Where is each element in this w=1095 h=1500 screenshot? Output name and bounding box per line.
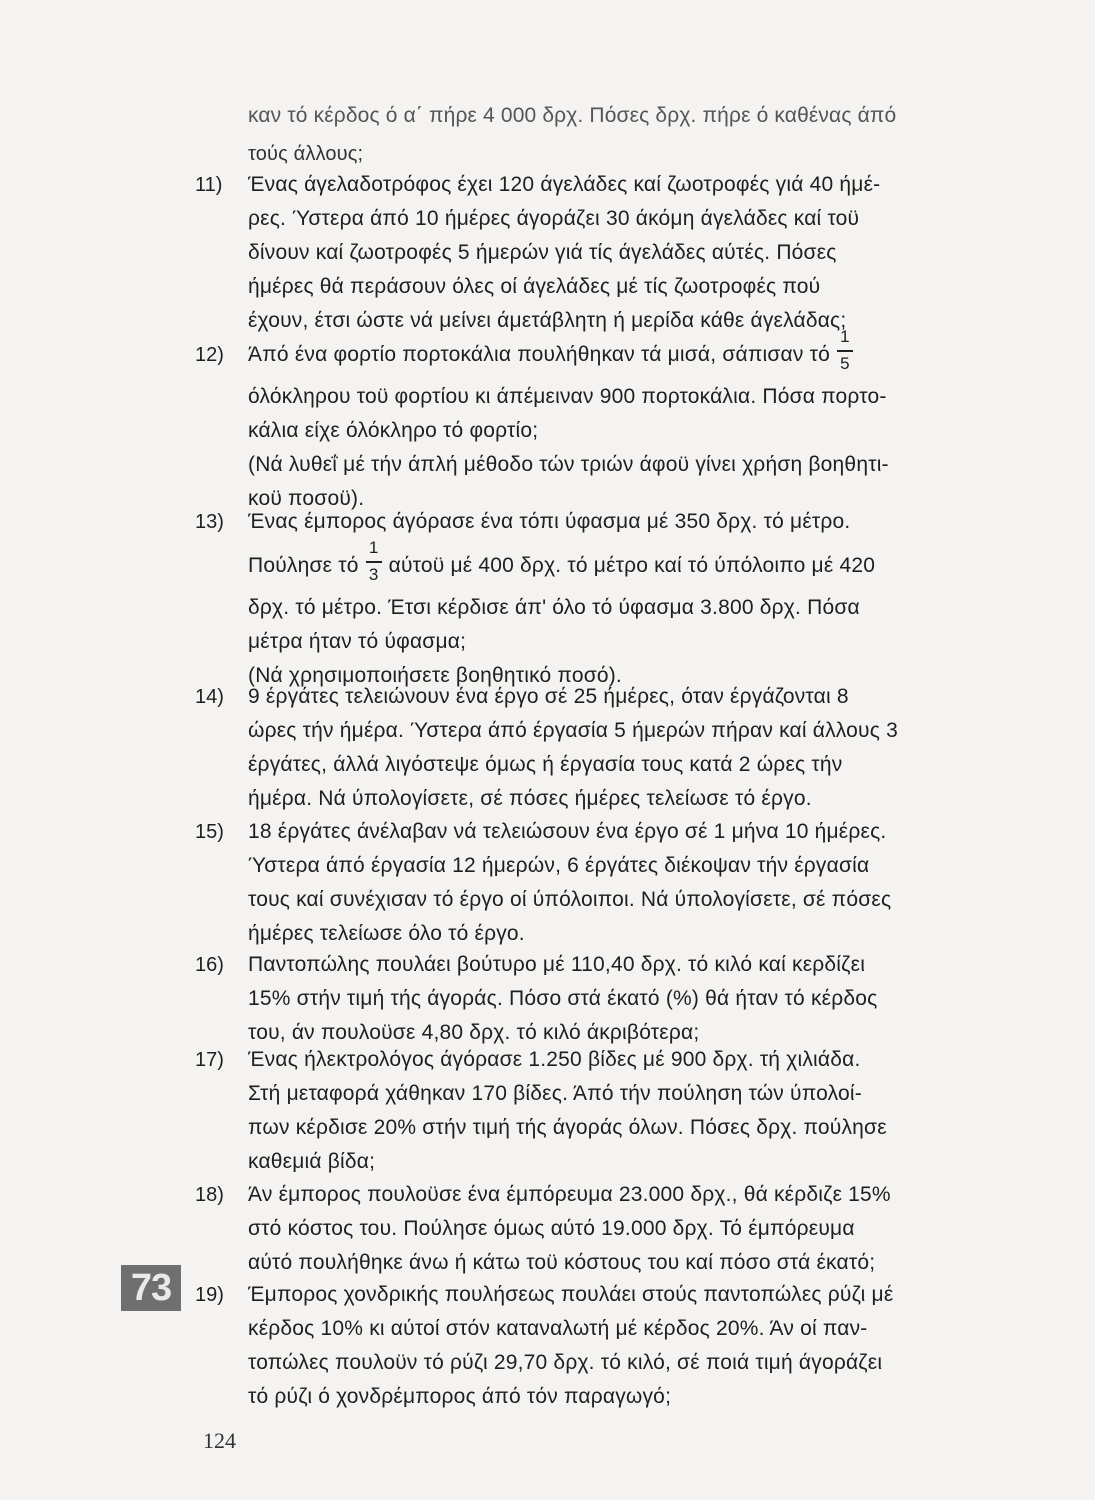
text-line: κέρδος 10% κι αύτοί στόν καταναλωτή μέ κέρδος 20%. Άν οί παν- [248, 1317, 868, 1340]
fraction-bar [837, 350, 853, 352]
text-line: στό κόστος του. Πούλησε όμως αύτό 19.000 δρχ. Τό έμπόρευμα [248, 1217, 855, 1240]
problem-number: 11) [195, 174, 223, 196]
problem-number: 19) [195, 1284, 224, 1306]
chapter-badge: 73 [121, 1265, 181, 1311]
text-line: ρες. Ύστερα άπό 10 ήμέρες άγοράζει 30 άκόμη άγελάδες καί τοϋ [248, 207, 860, 230]
text-line: όλόκληρου τοϋ φορτίου κι άπέμειναν 900 πορτοκάλια. Πόσα πορτο- [248, 385, 887, 408]
line-text: Πούλησε τό [248, 554, 359, 577]
text-line: δίνουν καί ζωοτροφές 5 ήμερών γιά τίς άγελάδες αύτές. Πόσες [248, 241, 837, 264]
text-line: ώρες τήν ήμέρα. Ύστερα άπό έργασία 5 ήμερών πήραν καί άλλους 3 [248, 719, 898, 742]
problem-text [248, 1278, 1070, 1414]
problem-number: 17) [195, 1049, 224, 1071]
text-line: καθεμιά βίδα; [248, 1150, 376, 1173]
text-line: Ύστερα άπό έργασία 12 ήμερών, 6 έργάτες διέκοψαν τήν έργασία [248, 854, 870, 877]
text-line: του, άν πουλοϋσε 4,80 δρχ. τό κιλό άκριβότερα; [248, 1021, 700, 1044]
page-number: 124 [203, 1428, 236, 1453]
text-line: Ένας άγελαδοτρόφος έχει 120 άγελάδες καί ζωοτροφές γιά 40 ήμέ- [248, 173, 881, 196]
problem-text [248, 815, 1070, 951]
problem-text [248, 680, 1070, 816]
text-line: (Νά χρησιμοποιήσετε βοηθητικό ποσό). [248, 664, 622, 687]
fraction-denominator: 3 [368, 565, 379, 584]
text-line: έχουν, έτσι ώστε νά μείνει άμετάβλητη ή μερίδα κάθε άγελάδας; [248, 309, 847, 332]
fraction-one-fifth [836, 327, 854, 373]
text-line: πων κέρδισε 20% στήν τιμή τής άγοράς όλων. Πόσες δρχ. πούλησε [248, 1116, 887, 1139]
text-line: 15% στήν τιμή τής άγοράς. Πόσο στά έκατό (%) θά ήταν τό κέρδος [248, 987, 878, 1010]
line-text: αύτοϋ μέ 400 δρχ. τό μέτρο καί τό ύπόλοιπο μέ 420 [388, 554, 876, 577]
text-line: Παντοπώλης πουλάει βούτυρο μέ 110,40 δρχ. τό κιλό καί κερδίζει [248, 953, 866, 976]
fraction-one-third [365, 538, 383, 584]
text-line: 18 έργάτες άνέλαβαν νά τελειώσουν ένα έργο σέ 1 μήνα 10 ήμέρες. [248, 820, 887, 843]
problem-text [248, 948, 1070, 1050]
problem-number: 15) [195, 821, 224, 843]
fraction-numerator: 1 [840, 327, 850, 346]
text-line: ήμέρα. Νά ύπολογίσετε, σέ πόσες ήμέρες τελείωσε τό έργο. [248, 787, 812, 810]
text-line: ήμέρες τελείωσε όλο τό έργο. [248, 922, 525, 945]
text-line: (Νά λυθεΐ μέ τήν άπλή μέθοδο τών τριών άφοϋ γίνει χρήση βοηθητι- [248, 453, 889, 476]
problem-number: 13) [195, 511, 224, 533]
text-line: κάλια είχε όλόκληρο τό φορτίο; [248, 419, 539, 442]
text-line: δρχ. τό μέτρο. Έτσι κέρδισε άπ' όλο τό ύφασμα 3.800 δρχ. Πόσα [248, 596, 860, 619]
fraction-denominator: 5 [840, 354, 850, 373]
text-line [248, 327, 1070, 373]
problem-number: 18) [195, 1184, 224, 1206]
text-line: τοπώλες πουλοϋν τό ρύζι 29,70 δρχ. τό κιλό, σέ ποιά τιμή άγοράζει [248, 1351, 883, 1374]
text-line: Έμπορος χονδρικής πουλήσεως πουλάει στούς παντοπώλες ρύζι μέ [248, 1283, 894, 1306]
line-text: Άπό ένα φορτίο πορτοκάλια πουλήθηκαν τά μισά, σάπισαν τό [248, 343, 830, 366]
problem-text [248, 1043, 1070, 1179]
text-line [248, 538, 1070, 584]
text-line: 9 έργάτες τελειώνουν ένα έργο σέ 25 ήμέρες, όταν έργάζονται 8 [248, 685, 849, 708]
problem-number: 16) [195, 954, 224, 976]
text-line: Στή μεταφορά χάθηκαν 170 βίδες. Άπό τήν πούληση τών ύπολοί- [248, 1082, 862, 1105]
text-line: ήμέρες θά περάσουν όλες οί άγελάδες μέ τίς ζωοτροφές πού [248, 275, 821, 298]
fraction-bar [366, 561, 382, 563]
text-line: μέτρα ήταν τό ύφασμα; [248, 630, 467, 653]
text-line: έργάτες, άλλά λιγόστεψε όμως ή έργασία τους κατά 2 ώρες τήν [248, 753, 843, 776]
problem-text [248, 168, 1070, 338]
problem-text [248, 327, 1070, 516]
text-line: τους καί συνέχισαν τό έργο οί ύπόλοιποι. Νά ύπολογίσετε, σέ πόσες [248, 888, 892, 911]
text-line: αύτό πουλήθηκε άνω ή κάτω τοϋ κόστους του καί πόσο στά έκατό; [248, 1251, 876, 1274]
intro-line: καν τό κέρδος ό α΄ πήρε 4 000 δρχ. Πόσες δρχ. πήρε ό καθένας άπό [248, 104, 897, 127]
intro-line: τούς άλλους; [248, 143, 364, 165]
fraction-numerator: 1 [368, 538, 379, 557]
text-line: Ένας έμπορος άγόρασε ένα τόπι ύφασμα μέ 350 δρχ. τό μέτρο. [248, 510, 851, 533]
problem-number: 12) [195, 344, 224, 366]
text-line: κοϋ ποσοϋ). [248, 487, 365, 510]
problem-number: 14) [195, 686, 224, 708]
problem-text [248, 1178, 1070, 1280]
text-line: τό ρύζι ό χονδρέμπορος άπό τόν παραγωγό; [248, 1385, 672, 1408]
text-line: Ένας ήλεκτρολόγος άγόρασε 1.250 βίδες μέ 900 δρχ. τή χιλιάδα. [248, 1048, 861, 1071]
text-line: Άν έμπορος πουλοϋσε ένα έμπόρευμα 23.000 δρχ., θά κέρδιζε 15% [248, 1183, 891, 1206]
problem-text [248, 505, 1070, 693]
